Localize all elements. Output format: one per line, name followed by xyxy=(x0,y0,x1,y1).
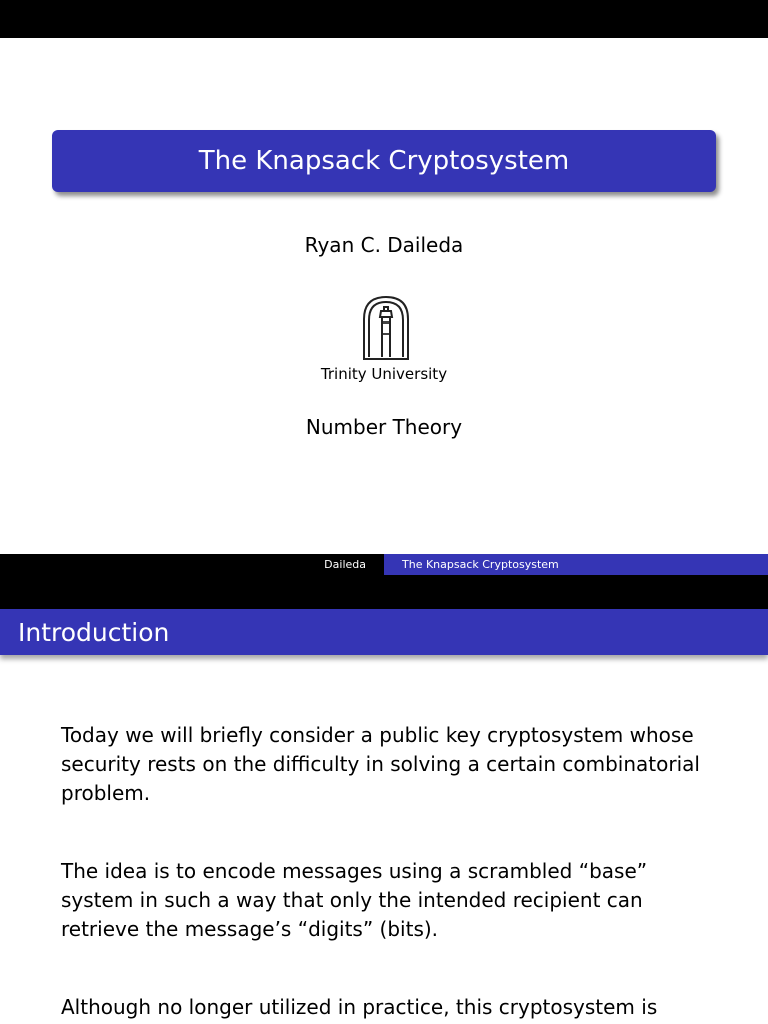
author-name: Ryan C. Daileda xyxy=(304,233,464,257)
footer-title xyxy=(384,554,768,575)
footer-author-label: Daileda xyxy=(324,558,366,571)
presentation-title-box xyxy=(52,130,716,192)
course-subject: Number Theory xyxy=(305,415,463,439)
frame-title: Introduction xyxy=(18,617,170,647)
footer-title-label: The Knapsack Cryptosystem xyxy=(402,558,559,571)
top-bar xyxy=(0,0,768,38)
frame-title-bar xyxy=(0,609,768,655)
trinity-tower-logo-icon xyxy=(358,293,414,361)
institution-name: Trinity University xyxy=(320,365,448,383)
paragraph: The idea is to encode messages using a scrambled “base” system in such a way that only the intended recipient can retrieve the message’s “digits” (bits). xyxy=(61,859,648,941)
presentation-title: The Knapsack Cryptosystem xyxy=(198,146,570,176)
footer-author xyxy=(0,554,384,575)
paragraph: Today we will briefly consider a public key cryptosystem whose security rests on the difficulty in solving a certain combinatorial problem. xyxy=(61,723,700,805)
paragraph: Although no longer utilized in practice, this cryptosystem is xyxy=(61,995,658,1019)
slide-header-bar xyxy=(0,575,768,609)
